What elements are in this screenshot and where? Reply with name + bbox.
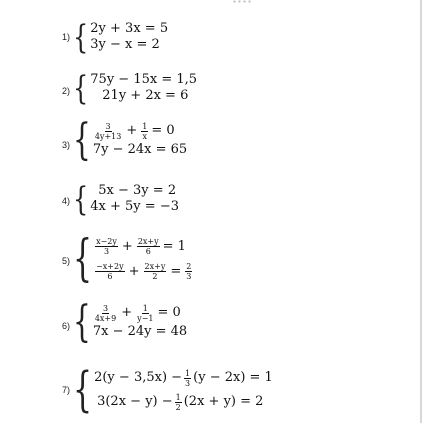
brace-symbol: { xyxy=(73,113,91,165)
plus-sign: + xyxy=(128,263,140,279)
brace-symbol: { xyxy=(73,362,93,418)
numerator: x−2y xyxy=(96,237,117,246)
equation: 5x − 3y = 2 xyxy=(98,183,177,198)
problem-2-system xyxy=(73,69,198,107)
denominator: 3 xyxy=(186,272,192,281)
expression-part: (2x + y) = 2 xyxy=(183,394,264,409)
equation xyxy=(93,120,187,142)
brace-symbol: { xyxy=(73,18,89,56)
denominator: 2 xyxy=(175,402,181,412)
plus-sign: + xyxy=(126,123,138,138)
numerator: 2x+y xyxy=(137,237,159,246)
numerator: 2 xyxy=(186,262,192,271)
denominator: y−1 xyxy=(137,313,154,323)
problem-4-number: 4) xyxy=(62,196,71,206)
brace-symbol: { xyxy=(73,69,89,107)
rhs: = 0 xyxy=(157,305,181,320)
rhs: = 0 xyxy=(151,123,175,138)
equation: 3y − x = 2 xyxy=(90,37,160,52)
fraction xyxy=(144,262,167,281)
fraction xyxy=(136,304,154,323)
problem-3-number: 3) xyxy=(62,140,71,150)
fraction xyxy=(184,369,191,388)
denominator: 6 xyxy=(107,272,113,281)
equation xyxy=(94,390,273,414)
plus-sign: + xyxy=(121,238,133,254)
fraction xyxy=(95,262,125,281)
equation: 75y − 15x = 1,5 xyxy=(90,72,198,87)
fraction xyxy=(137,237,160,256)
problem-5-number: 5) xyxy=(62,256,71,266)
fraction xyxy=(175,393,182,412)
equation xyxy=(94,366,273,390)
problem-6-system xyxy=(73,295,188,347)
fraction xyxy=(141,122,148,141)
brace-symbol: { xyxy=(73,230,93,288)
plus-sign: + xyxy=(121,305,133,320)
problem-3-system xyxy=(73,113,188,165)
denominator: 2 xyxy=(152,272,158,281)
problem-7-system xyxy=(73,362,273,418)
equation: 4x + 5y = −3 xyxy=(90,199,179,214)
numerator: −x+2y xyxy=(96,262,124,271)
numerator: 3 xyxy=(102,303,109,313)
equation xyxy=(94,234,193,259)
problem-2-number: 2) xyxy=(62,86,71,96)
equation xyxy=(93,302,187,324)
denominator: 4y+13 xyxy=(94,131,122,141)
brace-symbol: { xyxy=(73,180,89,218)
fraction xyxy=(94,304,117,323)
numerator: 3 xyxy=(105,121,111,131)
problem-7-number: 7) xyxy=(62,385,71,395)
problem-6-number: 6) xyxy=(62,321,71,331)
problem-1-system xyxy=(73,18,169,56)
numerator: 1 xyxy=(175,392,181,402)
numerator: 1 xyxy=(185,368,191,378)
numerator: 2x+y xyxy=(144,262,166,271)
top-decoration xyxy=(232,0,252,3)
denominator: 3 xyxy=(103,247,110,256)
fraction xyxy=(94,122,123,141)
denominator: 4x+9 xyxy=(94,313,117,323)
equation xyxy=(94,259,193,284)
equals-sign: = xyxy=(170,263,182,279)
brace-symbol: { xyxy=(73,295,91,347)
numerator: 1 xyxy=(142,303,148,313)
equation: 7x − 24y = 48 xyxy=(92,324,188,339)
expression-part: 3(2x − y) − xyxy=(97,394,173,409)
fraction xyxy=(95,237,118,256)
denominator: 6 xyxy=(145,247,151,256)
rhs: = 1 xyxy=(162,238,186,254)
expression-part: (y − 2x) = 1 xyxy=(193,370,273,385)
expression-part: 2(y − 3,5x) − xyxy=(94,370,183,385)
equation: 2y + 3x = 5 xyxy=(90,21,169,36)
denominator: x xyxy=(142,131,148,141)
fraction xyxy=(185,262,192,281)
problem-5-system xyxy=(73,230,193,288)
equation: 21y + 2x = 6 xyxy=(102,88,189,103)
equation: 7y − 24x = 65 xyxy=(92,142,188,157)
numerator: 1 xyxy=(142,121,148,131)
denominator: 3 xyxy=(185,378,191,388)
problem-4-system xyxy=(73,180,179,218)
problem-1-number: 1) xyxy=(62,32,71,42)
